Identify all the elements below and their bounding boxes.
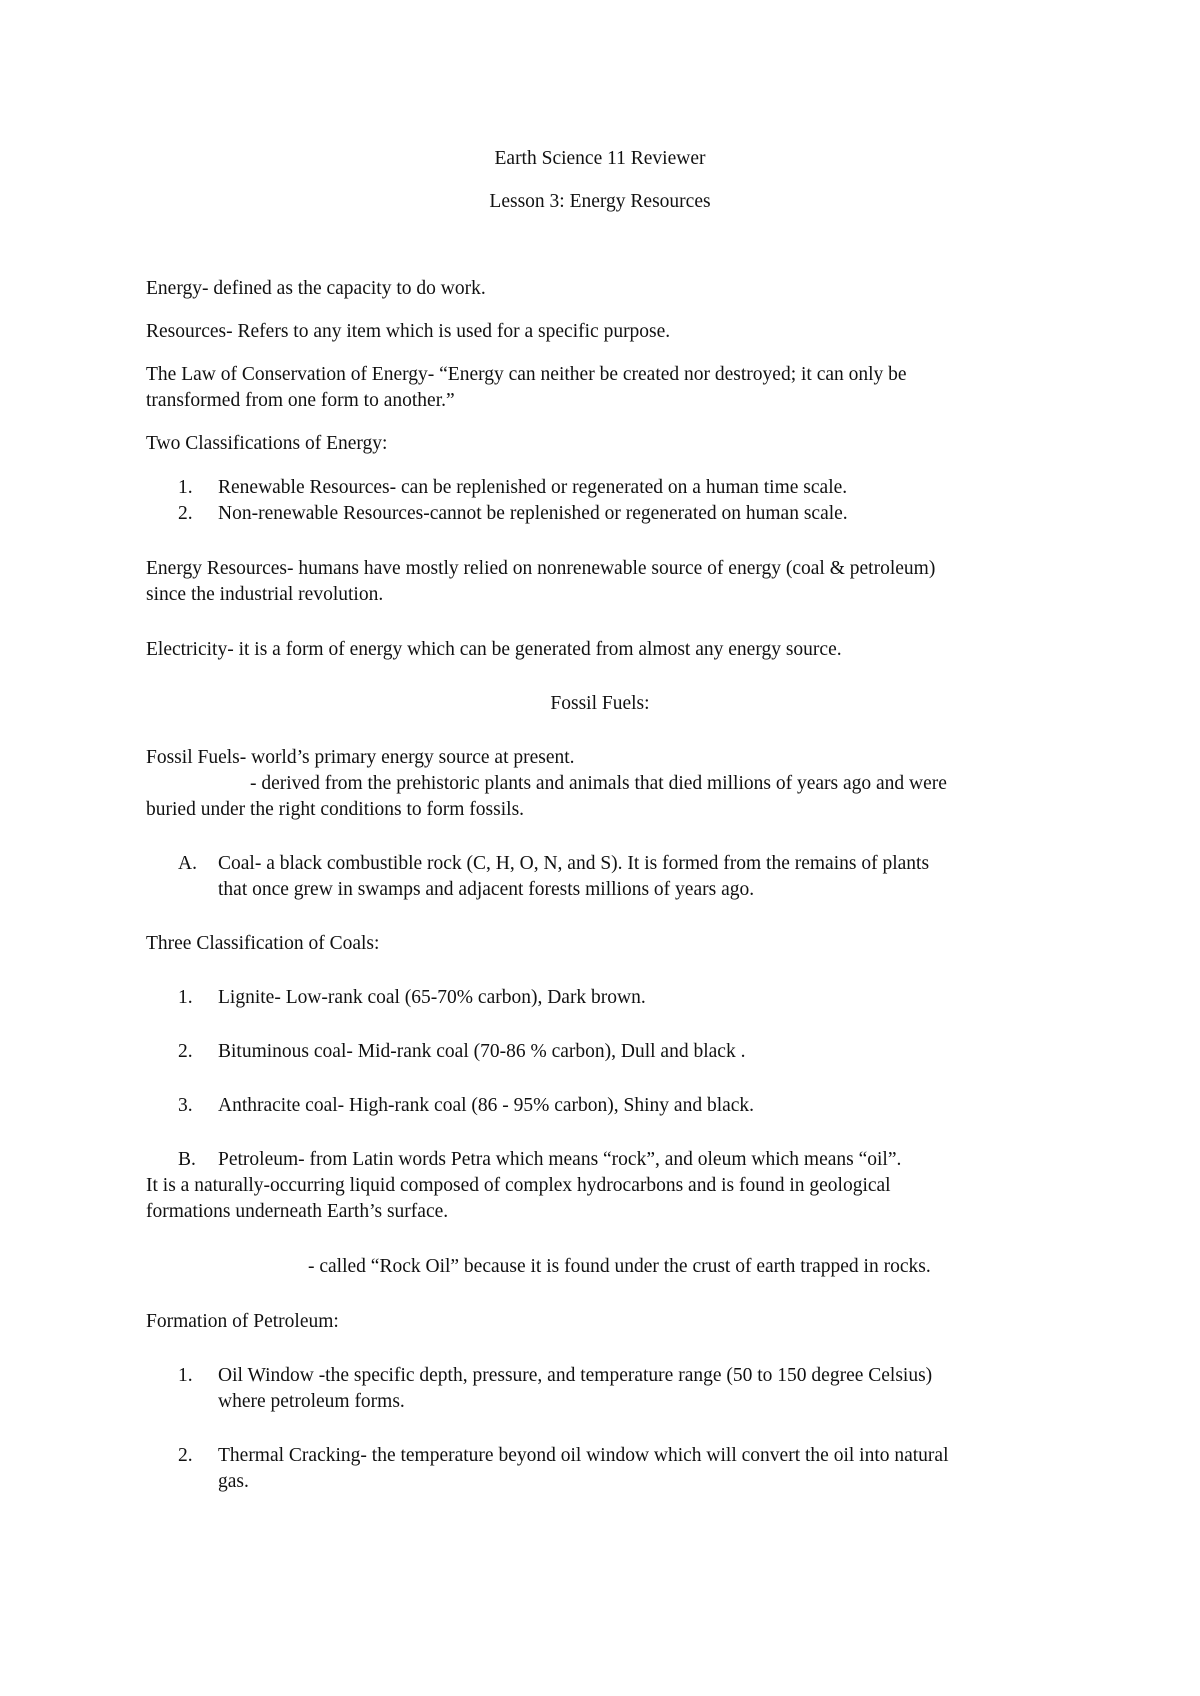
coal-classification-heading: Three Classification of Coals:: [146, 933, 380, 954]
energy-resources-line-2: since the industrial revolution.: [146, 584, 384, 605]
petroleum-rock-oil: - called “Rock Oil” because it is found under the crust of earth trapped in rocks.: [308, 1256, 931, 1277]
oil-window-line-1: Oil Window -the specific depth, pressure, and temperature range (50 to 150 degree Celsius): [218, 1365, 933, 1386]
list-item-marker: 2.: [178, 1445, 193, 1466]
fossil-fuels-heading: Fossil Fuels:: [550, 693, 650, 714]
resources-definition: Resources- Refers to any item which is used for a specific purpose.: [146, 321, 671, 342]
fossil-fuels-line-2: - derived from the prehistoric plants and animals that died millions of years ago and were: [250, 773, 947, 794]
two-classifications-heading: Two Classifications of Energy:: [146, 433, 388, 454]
electricity-definition: Electricity- it is a form of energy which can be generated from almost any energy source.: [146, 639, 842, 660]
list-item-renewable: Renewable Resources- can be replenished or regenerated on a human time scale.: [218, 477, 848, 498]
energy-resources-line-1: Energy Resources- humans have mostly relied on nonrenewable source of energy (coal & petroleum): [146, 558, 936, 579]
energy-definition: Energy- defined as the capacity to do work.: [146, 278, 486, 299]
law-conservation-line-2: transformed from one form to another.”: [146, 390, 455, 411]
document-title: Earth Science 11 Reviewer: [494, 148, 706, 169]
list-item-marker: 2.: [178, 503, 193, 524]
petroleum-line-2: It is a naturally-occurring liquid composed of complex hydrocarbons and is found in geological: [146, 1175, 891, 1196]
list-item-lignite: Lignite- Low-rank coal (65-70% carbon), Dark brown.: [218, 987, 646, 1008]
list-item-marker: 1.: [178, 477, 193, 498]
list-item-nonrenewable: Non-renewable Resources-cannot be replenished or regenerated on human scale.: [218, 503, 848, 524]
petroleum-line-3: formations underneath Earth’s surface.: [146, 1201, 449, 1222]
formation-heading: Formation of Petroleum:: [146, 1311, 339, 1332]
law-conservation-line-1: The Law of Conservation of Energy- “Energy can neither be created nor destroyed; it can only be: [146, 364, 907, 385]
list-item-anthracite: Anthracite coal- High-rank coal (86 - 95% carbon), Shiny and black.: [218, 1095, 755, 1116]
list-item-marker: 1.: [178, 987, 193, 1008]
coal-line-1: Coal- a black combustible rock (C, H, O, N, and S). It is formed from the remains of plants: [218, 853, 930, 874]
list-item-bituminous: Bituminous coal- Mid-rank coal (70-86 % carbon), Dull and black .: [218, 1041, 746, 1062]
list-item-marker: B.: [178, 1149, 196, 1170]
thermal-cracking-line-1: Thermal Cracking- the temperature beyond oil window which will convert the oil into natural: [218, 1445, 949, 1466]
lesson-title: Lesson 3: Energy Resources: [489, 191, 711, 212]
petroleum-line-1: Petroleum- from Latin words Petra which means “rock”, and oleum which means “oil”.: [218, 1149, 902, 1170]
fossil-fuels-line-1: Fossil Fuels- world’s primary energy source at present.: [146, 747, 575, 768]
list-item-marker: 3.: [178, 1095, 193, 1116]
list-item-marker: 1.: [178, 1365, 193, 1386]
list-item-marker: 2.: [178, 1041, 193, 1062]
thermal-cracking-line-2: gas.: [218, 1471, 249, 1492]
coal-line-2: that once grew in swamps and adjacent forests millions of years ago.: [218, 879, 755, 900]
oil-window-line-2: where petroleum forms.: [218, 1391, 405, 1412]
fossil-fuels-line-3: buried under the right conditions to form fossils.: [146, 799, 525, 820]
list-item-marker: A.: [178, 853, 197, 874]
